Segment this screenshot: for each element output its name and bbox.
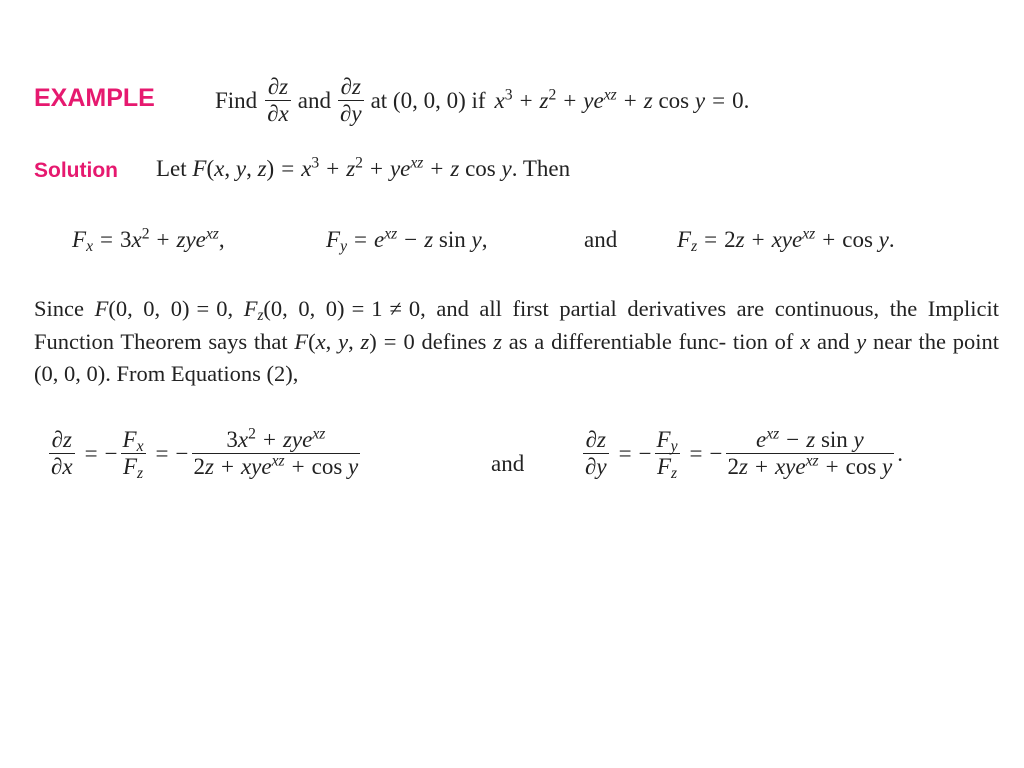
solution-label: Solution (34, 159, 118, 182)
dz-dx-result: $\frac{\partial z}{\partial x}$ = − $\frac{F_x}{F_z}$ = − $\frac{3x^2 + zye^{xz}}{2z + xye^{xz} + \cos y}$ (51, 425, 359, 483)
dz-dy-expanded: $\frac{e^{xz} - z \sin y}{2z + xye^{xz} + \cos y}$ (727, 425, 893, 480)
dz-dy-result: $\frac{\partial z}{\partial y}$ = − $\frac{F_y}{F_z}$ = − $\frac{e^{xz} - z \sin y}{2z + xye^{xz} + \cos y}$ . (585, 425, 903, 483)
example-label: EXAMPLE (34, 84, 155, 112)
dz-dx-fraction: $\frac{\partial z}{\partial x}$ (267, 74, 289, 127)
result-and-word: and (491, 451, 525, 476)
dz-dx-expanded: $\frac{3x^2 + zye^{xz}}{2z + xye^{xz} + \cos y}$ (193, 425, 359, 480)
fy-equation: $F_y = e^{xz} - z$ sin y, (326, 225, 488, 255)
and-word: and (297, 87, 331, 113)
then-word: . Then (511, 156, 571, 181)
fz-equation: $F_z = 2z + xye^{xz} + \cos y$. (677, 225, 895, 255)
fy-over-fz: $\frac{F_y}{F_z}$ (656, 427, 678, 483)
dz-dy-fraction: $\frac{\partial z}{\partial y}$ (339, 74, 362, 127)
dz-dy-lhs: $\frac{\partial z}{\partial y}$ (585, 427, 607, 480)
let-word: Let (156, 156, 187, 181)
dz-dx-lhs: $\frac{\partial z}{\partial x}$ (51, 427, 73, 480)
function-definition: F(x, y, $z) = x^3 + z^2 + ye^{xz} + z$ cos y (192, 154, 512, 181)
fx-over-fz: $\frac{F_x}{F_z}$ (122, 427, 144, 483)
partials-and-word: and (584, 227, 618, 252)
find-word: Find (215, 87, 258, 113)
solution-statement (156, 156, 570, 182)
example-equation: $x^3 + z^2 + ye^{xz} + z$ cos y = 0. (494, 86, 750, 113)
condition-text: at (0, 0, 0) if (370, 87, 486, 113)
theorem-paragraph: Since F(0, 0, 0) = 0, $F_z(0$, 0, 0) = 1 ≠ 0, and all first partial derivatives are continuous, the Implicit Function Theorem says that F(x, y, z) = 0 defines z as a differentiable func- tion of x and y near the point (0, 0, 0). From Equations (2), (34, 296, 1000, 386)
fx-equation: $F_x = 3x^2 + zye^{xz}$, (72, 225, 225, 255)
example-statement (215, 75, 749, 126)
